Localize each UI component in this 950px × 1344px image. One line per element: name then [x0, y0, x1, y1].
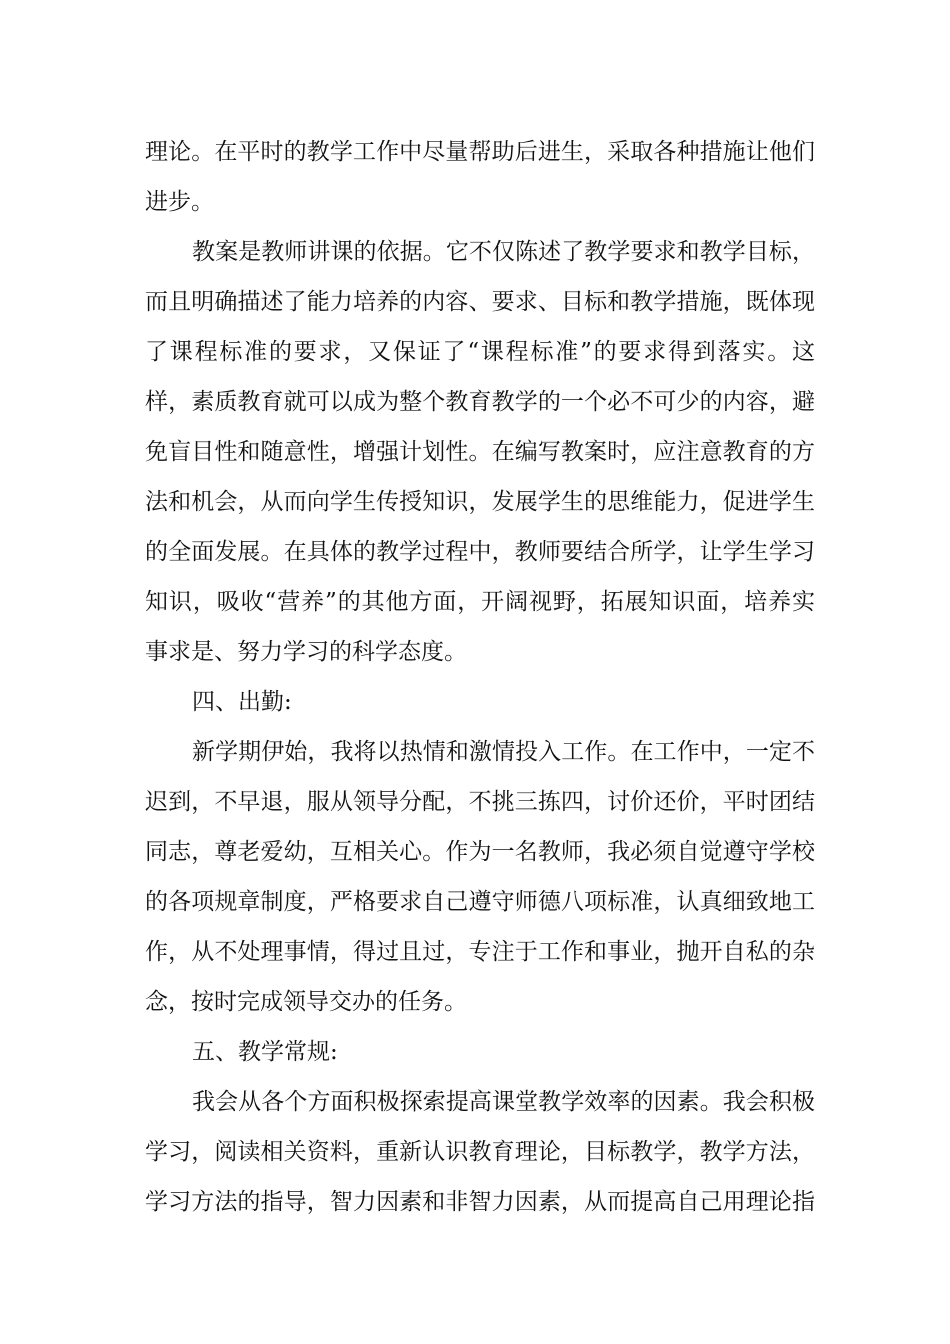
text-line: 学习方法的指导，智力因素和非智力因素，从而提高自己用理论指 — [145, 1189, 815, 1215]
text-line: 的各项规章制度，严格要求自己遵守师德八项标准，认真细致地工 — [145, 889, 815, 915]
text-line: 而且明确描述了能力培养的内容、要求、目标和教学措施，既体现 — [145, 289, 815, 315]
text-line: 念，按时完成领导交办的任务。 — [145, 989, 467, 1015]
text-line: 知识，吸收“营养”的其他方面，开阔视野，拓展知识面，培养实 — [145, 589, 815, 615]
text-line: 迟到，不早退，服从领导分配，不挑三拣四，讨价还价，平时团结 — [145, 789, 815, 815]
section-heading-attendance: 四、出勤: — [192, 689, 292, 715]
text-line: 同志，尊老爱幼，互相关心。作为一名教师，我必须自觉遵守学校 — [145, 839, 815, 865]
text-line: 作，从不处理事情，得过且过，专注于工作和事业，抛开自私的杂 — [145, 939, 815, 965]
section-heading-teaching-routine: 五、教学常规: — [192, 1039, 338, 1065]
text-line: 事求是、努力学习的科学态度。 — [145, 639, 467, 665]
text-line: 样，素质教育就可以成为整个教育教学的一个必不可少的内容，避 — [145, 389, 815, 415]
text-line: 教案是教师讲课的依据。它不仅陈述了教学要求和教学目标， — [192, 239, 815, 265]
text-line: 新学期伊始，我将以热情和激情投入工作。在工作中，一定不 — [192, 739, 815, 765]
text-line: 免盲目性和随意性，增强计划性。在编写教案时，应注意教育的方 — [145, 439, 815, 465]
text-line: 的全面发展。在具体的教学过程中，教师要结合所学，让学生学习 — [145, 539, 815, 565]
text-line: 进步。 — [145, 189, 214, 215]
text-line: 我会从各个方面积极探索提高课堂教学效率的因素。我会积极 — [192, 1089, 815, 1115]
text-line: 了课程标准的要求，又保证了“课程标准”的要求得到落实。这 — [145, 339, 815, 365]
text-line: 学习，阅读相关资料，重新认识教育理论，目标教学，教学方法， — [145, 1139, 815, 1165]
text-line: 理论。在平时的教学工作中尽量帮助后进生，采取各种措施让他们 — [145, 139, 815, 165]
text-line: 法和机会，从而向学生传授知识，发展学生的思维能力，促进学生 — [145, 489, 815, 515]
